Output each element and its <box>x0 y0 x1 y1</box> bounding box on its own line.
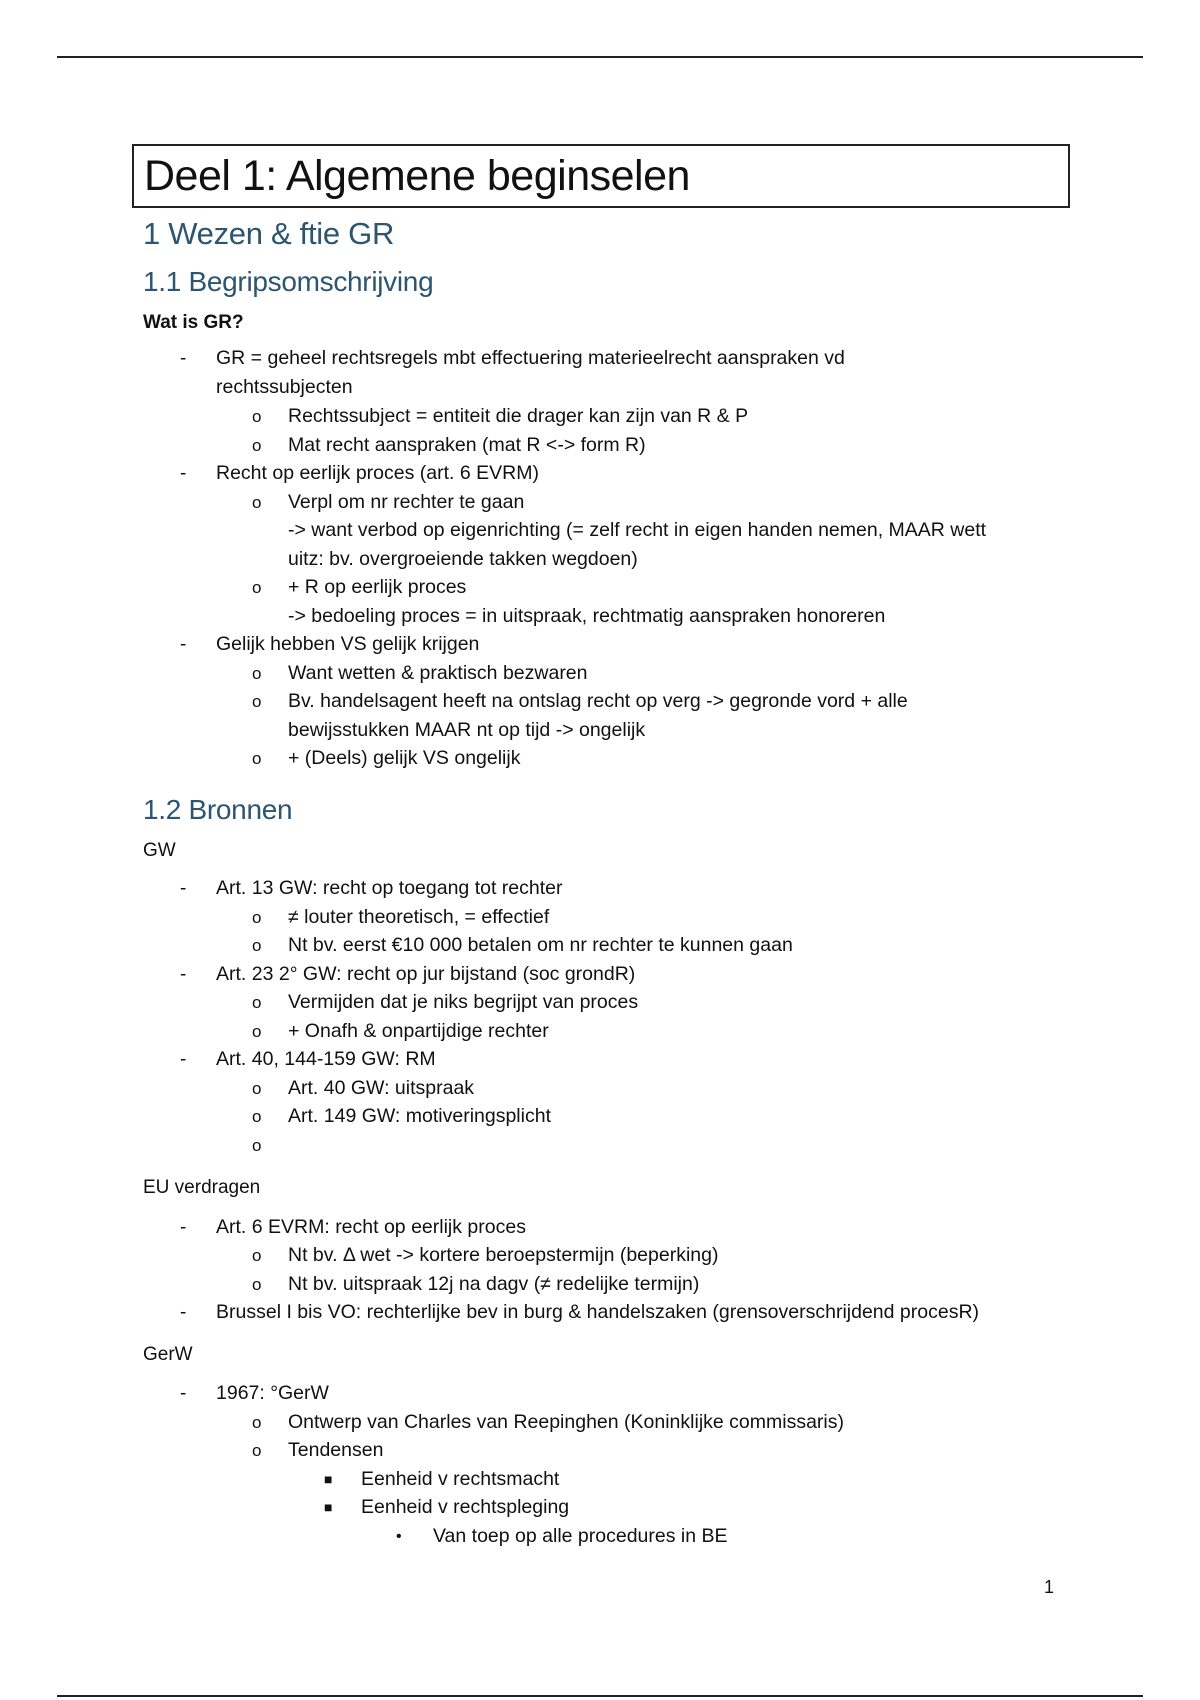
list-item: Van toep op alle procedures in BE <box>433 1525 728 1547</box>
dash-marker: - <box>180 1383 187 1404</box>
circle-marker: o <box>252 1136 262 1155</box>
list-item: Ontwerp van Charles van Reepinghen (Koninklijke commissaris) <box>288 1411 844 1433</box>
page-number: 1 <box>1044 1577 1055 1597</box>
document-title: Deel 1: Algemene beginselen <box>132 144 1070 208</box>
square-marker: ■ <box>324 1499 333 1515</box>
dash-marker: - <box>180 878 187 899</box>
list-item: Tendensen <box>288 1439 384 1461</box>
heading-1-2: 1.2 Bronnen <box>143 794 293 825</box>
list-item: Mat recht aanspraken (mat R <-> form R) <box>288 434 646 456</box>
circle-marker: o <box>252 993 262 1012</box>
list-item: Art. 40 GW: uitspraak <box>288 1077 475 1099</box>
dash-marker: - <box>180 348 187 369</box>
list-item: Want wetten & praktisch bezwaren <box>288 662 588 684</box>
footer-rule <box>57 1695 1143 1697</box>
subheading-what-is-gr: Wat is GR? <box>143 312 244 333</box>
dash-marker: - <box>180 964 187 985</box>
list-item: Nt bv. eerst €10 000 betalen om nr rechter te kunnen gaan <box>288 934 793 956</box>
list-item: ≠ louter theoretisch, = effectief <box>288 906 550 928</box>
list-item: Eenheid v rechtsmacht <box>361 1468 560 1490</box>
circle-marker: o <box>252 1022 262 1041</box>
circle-marker: o <box>252 1107 262 1126</box>
circle-marker: o <box>252 749 262 768</box>
circle-marker: o <box>252 908 262 927</box>
dash-marker: - <box>180 1049 187 1070</box>
circle-marker: o <box>252 1441 262 1460</box>
list-item: Vermijden dat je niks begrijpt van proces <box>288 991 639 1013</box>
circle-marker: o <box>252 407 262 426</box>
circle-marker: o <box>252 664 262 683</box>
circle-marker: o <box>252 436 262 455</box>
list-item: Verpl om nr rechter te gaan <box>288 491 525 513</box>
list-item-continuation: -> bedoeling proces = in uitspraak, rechtmatig aanspraken honoreren <box>288 605 886 627</box>
list-item-continuation: uitz: bv. overgroeiende takken wegdoen) <box>288 548 638 570</box>
dash-marker: - <box>180 1302 187 1323</box>
circle-marker: o <box>252 1246 262 1265</box>
circle-marker: o <box>252 578 262 597</box>
heading-1: 1 Wezen & ftie GR <box>143 216 395 251</box>
circle-marker: o <box>252 936 262 955</box>
list-item: Art. 6 EVRM: recht op eerlijk proces <box>216 1216 526 1238</box>
subheading-eu-verdragen: EU verdragen <box>143 1177 261 1198</box>
square-marker: ■ <box>324 1471 333 1487</box>
subheading-gw: GW <box>143 840 176 861</box>
list-item: GR = geheel rechtsregels mbt effectuering materieelrecht aanspraken vd <box>216 347 845 369</box>
list-item: 1967: °GerW <box>216 1382 329 1404</box>
list-item: Art. 13 GW: recht op toegang tot rechter <box>216 877 563 899</box>
dash-marker: - <box>180 463 187 484</box>
list-item: + Onafh & onpartijdige rechter <box>288 1020 549 1042</box>
dot-marker: • <box>396 1528 402 1545</box>
list-item: Art. 40, 144-159 GW: RM <box>216 1048 436 1070</box>
list-item: Art. 23 2° GW: recht op jur bijstand (soc grondR) <box>216 963 636 985</box>
list-item-continuation: rechtssubjecten <box>216 376 353 398</box>
circle-marker: o <box>252 1079 262 1098</box>
list-item: Gelijk hebben VS gelijk krijgen <box>216 633 480 655</box>
dash-marker: - <box>180 1217 187 1238</box>
circle-marker: o <box>252 493 262 512</box>
list-item-continuation: bewijsstukken MAAR nt op tijd -> ongelijk <box>288 719 646 741</box>
list-item: Bv. handelsagent heeft na ontslag recht op verg -> gegronde vord + alle <box>288 690 908 712</box>
list-item: + R op eerlijk proces <box>288 576 467 598</box>
list-item: Eenheid v rechtspleging <box>361 1496 570 1518</box>
list-item: Nt bv. Δ wet -> kortere beroepstermijn (beperking) <box>288 1244 719 1266</box>
list-item: Brussel I bis VO: rechterlijke bev in burg & handelszaken (grensoverschrijdend procesR) <box>216 1301 980 1323</box>
header-rule <box>57 56 1143 58</box>
list-item: Art. 149 GW: motiveringsplicht <box>288 1105 551 1127</box>
circle-marker: o <box>252 1275 262 1294</box>
circle-marker: o <box>252 692 262 711</box>
list-item: Recht op eerlijk proces (art. 6 EVRM) <box>216 462 539 484</box>
subheading-gerw: GerW <box>143 1344 193 1365</box>
heading-1-1: 1.1 Begripsomschrijving <box>143 266 434 297</box>
list-item: Nt bv. uitspraak 12j na dagv (≠ redelijke termijn) <box>288 1273 700 1295</box>
list-item-continuation: -> want verbod op eigenrichting (= zelf recht in eigen handen nemen, MAAR wett <box>288 519 987 541</box>
dash-marker: - <box>180 634 187 655</box>
list-item: + (Deels) gelijk VS ongelijk <box>288 747 521 769</box>
circle-marker: o <box>252 1413 262 1432</box>
list-item: Rechtssubject = entiteit die drager kan zijn van R & P <box>288 405 749 427</box>
